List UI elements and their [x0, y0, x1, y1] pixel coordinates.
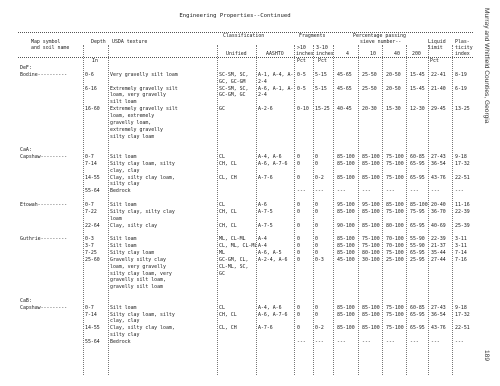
usda-texture-cell: Silty clay loam	[110, 249, 155, 256]
aashto-cell: A-4	[258, 243, 267, 250]
header-aashto: AASHTO	[266, 51, 284, 57]
fragments-3to10-cell: 0	[315, 160, 318, 167]
usda-texture-cell: loam	[110, 215, 122, 222]
sieve-10-cell: 30-100	[362, 256, 380, 263]
usda-texture-cell: loam, very gravelly	[110, 92, 166, 99]
unified-cell: SC-SM, SC,	[219, 71, 249, 78]
plasticity-index-cell: 3-11	[455, 236, 467, 243]
aashto-cell: A-7-6	[258, 325, 273, 332]
sieve-4-cell: 85-100	[337, 249, 355, 256]
header-frag-3to10: 3-10	[316, 45, 328, 51]
sieve-200-cell: 12-30	[410, 106, 425, 113]
header-unit-in: In	[92, 58, 98, 64]
column-separator	[83, 45, 84, 375]
header-liquid: Liquid	[428, 39, 446, 45]
sieve-10-cell: ---	[362, 339, 371, 345]
liquid-limit-cell: 27-44	[431, 256, 446, 263]
sieve-40-cell: 20-50	[386, 71, 401, 78]
fragments-3to10-cell: 0-3	[315, 256, 324, 263]
sieve-200-cell: 55-90	[410, 243, 425, 250]
liquid-limit-cell: 22-41	[431, 71, 446, 78]
plasticity-index-cell: ---	[455, 339, 464, 345]
column-separator	[452, 45, 453, 375]
liquid-limit-cell: 21-37	[431, 243, 446, 250]
page-number: 189	[483, 350, 490, 362]
depth-cell: 16-60	[85, 106, 100, 113]
usda-texture-cell: silty clay loam	[110, 133, 155, 140]
sieve-40-cell: 15-30	[386, 106, 401, 113]
aashto-cell: 2-4	[258, 92, 267, 99]
sieve-4-cell: 85-100	[337, 174, 355, 181]
unified-cell: CH, CL	[219, 222, 237, 229]
unified-cell: ML, CL-ML	[219, 236, 246, 243]
usda-texture-cell: Silty clay loam, silty	[110, 311, 175, 318]
column-separator	[358, 45, 359, 375]
fragments-gt10-cell: 0	[297, 202, 300, 208]
liquid-limit-cell: 43-76	[431, 174, 446, 181]
sieve-4-cell: ---	[337, 339, 346, 345]
sieve-200-cell: ---	[410, 339, 419, 345]
sieve-10-cell: 80-100	[362, 249, 380, 256]
usda-texture-cell: silty clay	[110, 332, 140, 339]
depth-cell: 14-55	[85, 325, 100, 332]
fragments-3to10-cell: 0	[315, 304, 318, 311]
header-limit: limit	[428, 45, 443, 51]
liquid-limit-cell: 35-44	[431, 249, 446, 256]
usda-texture-cell: Silt loam	[110, 236, 137, 243]
column-separator	[406, 45, 407, 375]
sieve-40-cell: ---	[386, 188, 395, 195]
fragments-3to10-cell: 0	[315, 249, 318, 256]
sieve-200-cell: 15-45	[410, 85, 425, 92]
fragments-3to10-cell: ---	[315, 188, 324, 195]
unified-cell: GC	[219, 106, 225, 113]
fragments-gt10-cell: 0	[297, 208, 300, 215]
sieve-40-cell: 25-100	[386, 256, 404, 263]
sieve-200-cell: 60-85	[410, 304, 425, 311]
sieve-40-cell: 75-100	[386, 208, 404, 215]
depth-cell: 0-3	[85, 236, 94, 243]
sieve-10-cell: 85-100	[362, 154, 380, 161]
sieve-10-cell: 20-30	[362, 106, 377, 113]
header-sieve-40: 40	[394, 51, 400, 57]
fragments-3to10-cell: ---	[315, 339, 324, 345]
plasticity-index-cell: 7-16	[455, 256, 467, 263]
depth-cell: 14-55	[85, 174, 100, 181]
sieve-4-cell: 45-100	[337, 256, 355, 263]
sieve-40-cell: 75-100	[386, 325, 404, 332]
usda-texture-cell: loam, very gravelly	[110, 263, 166, 270]
sieve-200-cell: 15-45	[410, 71, 425, 78]
depth-cell: 22-64	[85, 222, 100, 229]
fragments-gt10-cell: 0	[297, 243, 300, 250]
aashto-cell: A-2-6	[258, 106, 273, 113]
sieve-10-cell: 85-100	[362, 304, 380, 311]
header-sieve-10: 10	[370, 51, 376, 57]
unified-cell: CL, CH	[219, 325, 237, 332]
usda-texture-cell: gravelly silt loam	[110, 284, 163, 291]
plasticity-index-cell: 22-51	[455, 325, 470, 332]
fragments-gt10-cell: 0	[297, 222, 300, 229]
fragments-3to10-cell: 5-15	[315, 71, 327, 78]
unified-cell: CH, CL	[219, 208, 237, 215]
sieve-10-cell: 85-100	[362, 208, 380, 215]
fragments-3to10-cell: 0	[315, 311, 318, 318]
usda-texture-cell: loam, extremely	[110, 112, 155, 119]
fragments-gt10-cell: 0	[297, 311, 300, 318]
sieve-200-cell: 65-95	[410, 222, 425, 229]
sieve-200-cell: 65-95	[410, 160, 425, 167]
depth-cell: 0-6	[85, 71, 94, 78]
sieve-10-cell: 25-50	[362, 85, 377, 92]
soil-name-cell: CaA:	[20, 147, 32, 154]
sieve-200-cell: 65-95	[410, 174, 425, 181]
sieve-200-cell: 65-95	[410, 325, 425, 332]
plasticity-index-cell: ---	[455, 188, 464, 195]
usda-texture-cell: Extremely gravelly silt	[110, 85, 178, 92]
fragments-gt10-cell: 0-10	[297, 106, 309, 113]
plasticity-index-cell: 6-19	[455, 85, 467, 92]
header-sieve-200: 200	[412, 51, 421, 57]
unified-cell: GC-GM, CL,	[219, 256, 249, 263]
plasticity-index-cell: 9-18	[455, 154, 467, 161]
usda-texture-cell: Very gravelly silt loam	[110, 71, 178, 78]
unified-cell: GC, GC-GM	[219, 78, 246, 85]
soil-name-cell: Guthrie---------	[20, 236, 68, 243]
plasticity-index-cell: 13-25	[455, 106, 470, 113]
unified-cell: CL	[219, 304, 225, 311]
header-sieve-4: 4	[346, 51, 349, 57]
fragments-3to10-cell: 0	[315, 243, 318, 250]
fragments-3to10-cell: 0-2	[315, 174, 324, 181]
unified-cell: CH, CL	[219, 311, 237, 318]
header-index: index	[455, 51, 470, 57]
header-depth: Depth	[91, 39, 106, 45]
sieve-200-cell: 65-95	[410, 311, 425, 318]
aashto-cell: A-6	[258, 202, 267, 208]
header-inches-3to10: inches	[316, 51, 334, 57]
unified-cell: CL, ML, CL-ML	[219, 243, 258, 250]
usda-texture-cell: Silt loam	[110, 202, 137, 208]
soil-name-cell: Capshaw---------	[20, 304, 68, 311]
sieve-200-cell: 65-95	[410, 249, 425, 256]
depth-cell: 7-22	[85, 208, 97, 215]
usda-texture-cell: clay, clay	[110, 318, 140, 325]
sieve-10-cell: 85-100	[362, 174, 380, 181]
aashto-cell: A-6, A-7-6	[258, 311, 288, 318]
side-caption: Murray and Whitfield Counties, Georgia	[483, 8, 490, 124]
sieve-10-cell: 85-100	[362, 325, 380, 332]
fragments-gt10-cell: 0	[297, 304, 300, 311]
fragments-3to10-cell: 0	[315, 222, 318, 229]
sieve-4-cell: 85-100	[337, 236, 355, 243]
depth-cell: 6-16	[85, 85, 97, 92]
fragments-3to10-cell: 15-25	[315, 106, 330, 113]
header-sieve-number: sieve number--	[360, 39, 402, 45]
header-unit-pct-gt10: Pct	[297, 58, 306, 64]
aashto-cell: A-4	[258, 236, 267, 243]
depth-cell: 55-64	[85, 339, 100, 345]
sieve-200-cell: 75-95	[410, 208, 425, 215]
usda-texture-cell: Silty clay, silty clay	[110, 208, 175, 215]
liquid-limit-cell: 43-76	[431, 325, 446, 332]
liquid-limit-cell: 27-43	[431, 304, 446, 311]
fragments-gt10-cell: 0	[297, 256, 300, 263]
fragments-gt10-cell: 0	[297, 160, 300, 167]
fragments-3to10-cell: 0	[315, 202, 318, 208]
depth-cell: 25-60	[85, 256, 100, 263]
header-ticity: ticity	[455, 45, 473, 51]
sieve-10-cell: 75-100	[362, 243, 380, 250]
sieve-4-cell: ---	[337, 188, 346, 195]
header-unit-pct-ll: Pct	[430, 58, 439, 64]
soil-name-cell: CaB:	[20, 297, 32, 304]
unified-cell: CL	[219, 202, 225, 208]
sieve-40-cell: 70-100	[386, 243, 404, 250]
usda-texture-cell: Gravelly silty clay	[110, 256, 166, 263]
header-bottom-rule	[18, 57, 473, 58]
usda-texture-cell: Clay, silty clay loam,	[110, 325, 175, 332]
sieve-10-cell: 85-100	[362, 311, 380, 318]
soil-name-cell: Capshaw---------	[20, 154, 68, 161]
header-map-symbol: Map symbol	[31, 39, 61, 45]
header-plas: Plas-	[455, 39, 470, 45]
sieve-4-cell: 85-100	[337, 208, 355, 215]
usda-texture-cell: Bedrock	[110, 339, 131, 345]
unified-cell: CH, CL	[219, 160, 237, 167]
liquid-limit-cell: 29-45	[431, 106, 446, 113]
liquid-limit-cell: 22-39	[431, 236, 446, 243]
depth-cell: 3-7	[85, 243, 94, 250]
sieve-40-cell: 75-100	[386, 174, 404, 181]
plasticity-index-cell: 22-39	[455, 208, 470, 215]
header-fragments: Fragments	[299, 33, 326, 39]
aashto-cell: A-2-4, A-6	[258, 256, 288, 263]
column-separator	[428, 45, 429, 375]
liquid-limit-cell: ---	[431, 188, 440, 195]
plasticity-index-cell: 25-39	[455, 222, 470, 229]
unified-cell: CL, CH	[219, 174, 237, 181]
depth-cell: 7-25	[85, 249, 97, 256]
liquid-limit-cell: 36-54	[431, 160, 446, 167]
usda-texture-cell: Silt loam	[110, 304, 137, 311]
usda-texture-cell: Extremely gravelly silt	[110, 106, 178, 113]
liquid-limit-cell: 21-40	[431, 85, 446, 92]
liquid-limit-cell: 27-43	[431, 154, 446, 161]
usda-texture-cell: Silt loam	[110, 154, 137, 161]
aashto-cell: A-6, A-5	[258, 249, 282, 256]
aashto-cell: A-1, A-4, A-	[258, 71, 294, 78]
fragments-gt10-cell: 0	[297, 174, 300, 181]
fragments-gt10-cell: 0-5	[297, 71, 306, 78]
aashto-cell: A-7-5	[258, 208, 273, 215]
header-unified: Unified	[226, 51, 247, 57]
plasticity-index-cell: 8-19	[455, 71, 467, 78]
fragments-3to10-cell: 0	[315, 236, 318, 243]
page-title: Engineering Properties--Continued	[179, 13, 291, 19]
sieve-10-cell: 25-50	[362, 71, 377, 78]
usda-texture-cell: Clay, silty clay loam,	[110, 174, 175, 181]
fragments-gt10-cell: ---	[297, 188, 306, 195]
sieve-40-cell: ---	[386, 339, 395, 345]
sieve-4-cell: 85-100	[337, 325, 355, 332]
liquid-limit-cell: ---	[431, 339, 440, 345]
header-inches-gt10: inches	[296, 51, 314, 57]
sieve-4-cell: 95-100	[337, 202, 355, 208]
sieve-10-cell: 85-100	[362, 160, 380, 167]
fragments-gt10-cell: ---	[297, 339, 306, 345]
aashto-cell: 2-4	[258, 78, 267, 85]
soil-name-cell: Etowah----------	[20, 202, 68, 208]
depth-cell: 7-14	[85, 311, 97, 318]
column-separator	[108, 45, 109, 375]
sieve-10-cell: ---	[362, 188, 371, 195]
sieve-40-cell: 85-100	[386, 202, 404, 208]
fragments-3to10-cell: 0	[315, 154, 318, 161]
usda-texture-cell: Silty clay loam, silty	[110, 160, 175, 167]
column-separator	[256, 45, 257, 375]
unified-cell: GC-GM, GC	[219, 92, 246, 99]
sieve-4-cell: 90-100	[337, 222, 355, 229]
usda-texture-cell: clay, clay	[110, 167, 140, 174]
soil-name-cell: DeF:	[20, 65, 32, 71]
unified-cell: SC-SM, SC,	[219, 85, 249, 92]
column-separator	[333, 45, 334, 375]
sieve-40-cell: 80-100	[386, 222, 404, 229]
liquid-limit-cell: 36-54	[431, 311, 446, 318]
depth-cell: 0-7	[85, 202, 94, 208]
sieve-4-cell: 85-100	[337, 160, 355, 167]
sieve-200-cell: ---	[410, 188, 419, 195]
sieve-4-cell: 85-100	[337, 154, 355, 161]
fragments-gt10-cell: 0	[297, 236, 300, 243]
plasticity-index-cell: 22-51	[455, 174, 470, 181]
plasticity-index-cell: 17-32	[455, 311, 470, 318]
aashto-cell: A-6, A-7-6	[258, 160, 288, 167]
usda-texture-cell: silty clay	[110, 181, 140, 188]
sieve-40-cell: 75-100	[386, 249, 404, 256]
aashto-cell: A-6, A-1, A-	[258, 85, 294, 92]
usda-texture-cell: silt loam	[110, 99, 137, 106]
fragments-gt10-cell: 0	[297, 154, 300, 161]
usda-texture-cell: Clay, silty clay	[110, 222, 158, 229]
unified-cell: ML	[219, 249, 225, 256]
plasticity-index-cell: 7-14	[455, 249, 467, 256]
sieve-40-cell: 20-50	[386, 85, 401, 92]
sieve-40-cell: 75-100	[386, 304, 404, 311]
fragments-3to10-cell: 0	[315, 208, 318, 215]
usda-texture-cell: gravelly silt loam,	[110, 277, 166, 284]
sieve-10-cell: 85-100	[362, 222, 380, 229]
aashto-cell: A-7-5	[258, 222, 273, 229]
depth-cell: 7-14	[85, 160, 97, 167]
aashto-cell: A-4, A-6	[258, 304, 282, 311]
fragments-3to10-cell: 0-2	[315, 325, 324, 332]
sieve-40-cell: 70-100	[386, 236, 404, 243]
liquid-limit-cell: 40-69	[431, 222, 446, 229]
aashto-cell: A-7-6	[258, 174, 273, 181]
usda-texture-cell: extremely gravelly	[110, 126, 163, 133]
usda-texture-cell: silty clay loam, very	[110, 270, 172, 277]
usda-texture-cell: Bedrock	[110, 188, 131, 195]
sieve-4-cell: 45-65	[337, 71, 352, 78]
column-separator	[217, 45, 218, 375]
header-frag-gt10: >10	[297, 45, 306, 51]
header-classification: Classification	[223, 33, 265, 39]
usda-texture-cell: gravelly loam,	[110, 119, 152, 126]
plasticity-index-cell: 3-11	[455, 243, 467, 250]
header-unit-pct-3to10: Pct	[318, 58, 327, 64]
depth-cell: 55-64	[85, 188, 100, 195]
depth-cell: 0-7	[85, 304, 94, 311]
column-separator	[294, 45, 295, 375]
sieve-200-cell: 55-90	[410, 236, 425, 243]
sieve-4-cell: 40-45	[337, 106, 352, 113]
sieve-40-cell: 75-100	[386, 154, 404, 161]
depth-cell: 0-7	[85, 154, 94, 161]
unified-cell: CL-ML, SC,	[219, 263, 249, 270]
unified-cell: CL	[219, 154, 225, 161]
header-and-soil-name: and soil name	[31, 45, 70, 51]
column-separator	[313, 45, 314, 375]
liquid-limit-cell: 36-70	[431, 208, 446, 215]
sieve-4-cell: 85-100	[337, 311, 355, 318]
sieve-4-cell: 85-100	[337, 243, 355, 250]
unified-cell: GC	[219, 270, 225, 277]
sieve-4-cell: 85-100	[337, 304, 355, 311]
sieve-200-cell: 60-85	[410, 154, 425, 161]
fragments-gt10-cell: 0-5	[297, 85, 306, 92]
sieve-200-cell: 25-95	[410, 256, 425, 263]
sieve-200-cell: 85-100	[410, 202, 428, 208]
fragments-gt10-cell: 0	[297, 325, 300, 332]
sieve-40-cell: 75-100	[386, 311, 404, 318]
sieve-40-cell: 75-100	[386, 160, 404, 167]
sieve-10-cell: 95-100	[362, 202, 380, 208]
plasticity-index-cell: 17-32	[455, 160, 470, 167]
fragments-gt10-cell: 0	[297, 249, 300, 256]
liquid-limit-cell: 20-40	[431, 202, 446, 208]
sieve-4-cell: 45-65	[337, 85, 352, 92]
column-separator	[382, 45, 383, 375]
header-usda-texture: USDA texture	[112, 39, 148, 45]
fragments-3to10-cell: 5-15	[315, 85, 327, 92]
aashto-cell: A-4, A-6	[258, 154, 282, 161]
plasticity-index-cell: 11-16	[455, 202, 470, 208]
usda-texture-cell: Silt loam	[110, 243, 137, 250]
sieve-10-cell: 75-100	[362, 236, 380, 243]
header-percentage-passing: Percentage passing	[353, 33, 406, 39]
plasticity-index-cell: 9-18	[455, 304, 467, 311]
soil-name-cell: Bodine----------	[20, 71, 68, 78]
